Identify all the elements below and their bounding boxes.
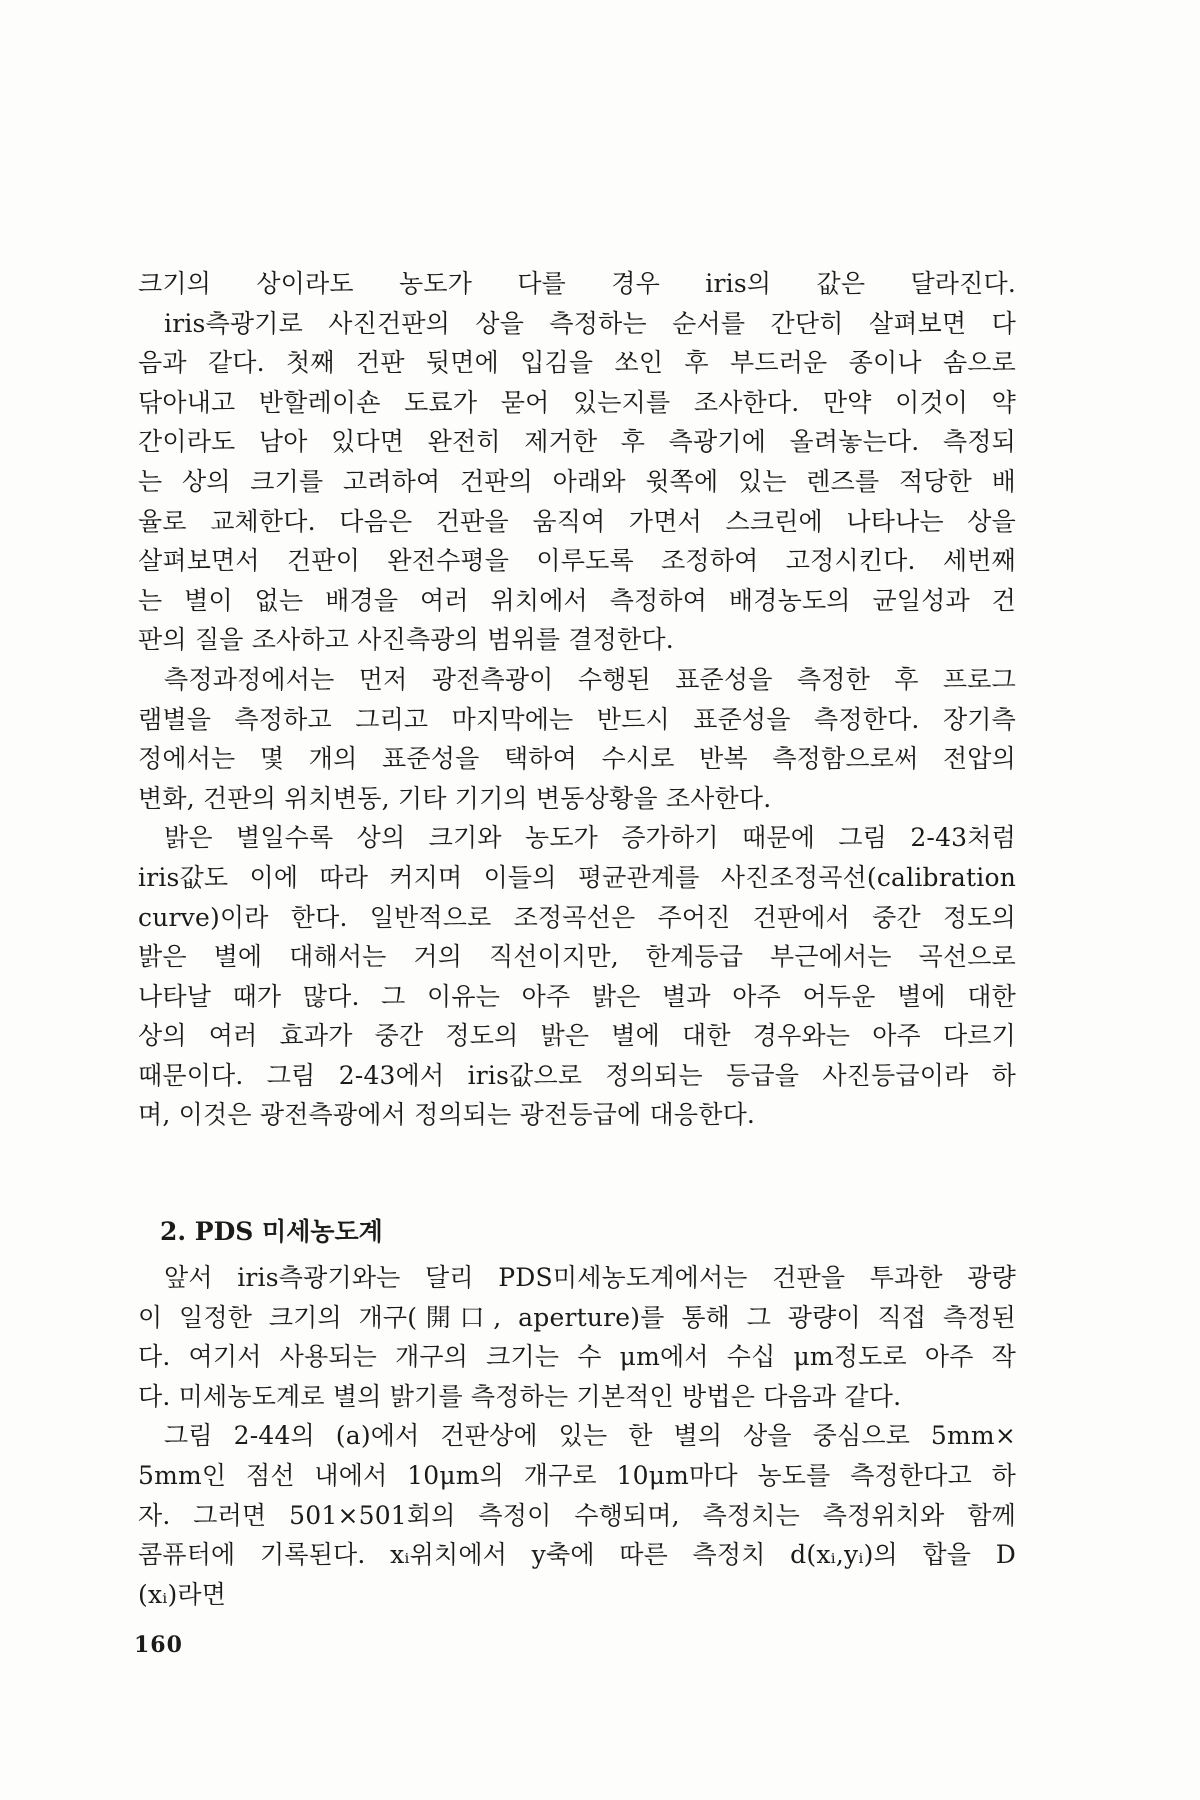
text-line: 는 별이 없는 배경을 여러 위치에서 측정하여 배경농도의 균일성과 건 bbox=[138, 585, 1016, 615]
text-line: 때문이다. 그림 2-43에서 iris값으로 정의되는 등급을 사진등급이라 하 bbox=[138, 1060, 1016, 1090]
text-line: 율로 교체한다. 다음은 건판을 움직여 가면서 스크린에 나타나는 상을 bbox=[138, 506, 1016, 536]
text-line: 살펴보면서 건판이 완전수평을 이루도록 조정하여 고정시킨다. 세번째 bbox=[138, 546, 1016, 576]
paragraph-block-iris-photometry bbox=[138, 264, 1016, 1135]
text-line: 정에서는 몇 개의 표준성을 택하여 수시로 반복 측정함으로써 전압의 bbox=[138, 744, 1016, 774]
text-line: 다. 여기서 사용되는 개구의 크기는 수 μm에서 수십 μm정도로 아주 작 bbox=[138, 1342, 1016, 1372]
text-line: iris측광기로 사진건판의 상을 측정하는 순서를 간단히 살펴보면 다 bbox=[164, 308, 1016, 338]
text-line: 앞서 iris측광기와는 달리 PDS미세농도계에서는 건판을 투과한 광량 bbox=[164, 1263, 1016, 1292]
text-line: 밝은 별일수록 상의 크기와 농도가 증가하기 때문에 그림 2-43처럼 bbox=[164, 823, 1016, 853]
text-line: 콤퓨터에 기록된다. xᵢ위치에서 y축에 따른 측정치 d(xᵢ,yᵢ)의 합을 D bbox=[138, 1540, 1016, 1570]
text-line: (xᵢ)라면 bbox=[138, 1579, 227, 1609]
paragraph-block-pds-microdensitometer bbox=[138, 1258, 1016, 1614]
text-line: 는 상의 크기를 고려하여 건판의 아래와 윗쪽에 있는 렌즈를 적당한 배 bbox=[138, 466, 1016, 496]
text-line: 며, 이것은 광전측광에서 정의되는 광전등급에 대응한다. bbox=[138, 1100, 756, 1130]
text-line: iris값도 이에 따라 커지며 이들의 평균관계를 사진조정곡선(calibration bbox=[138, 862, 1016, 892]
text-line: 밝은 별에 대해서는 거의 직선이지만, 한계등급 부근에서는 곡선으로 bbox=[138, 942, 1016, 972]
text-line: 판의 질을 조사하고 사진측광의 범위를 결정한다. bbox=[138, 625, 674, 655]
text-line: curve)이라 한다. 일반적으로 조정곡선은 주어진 건판에서 중간 정도의 bbox=[138, 902, 1016, 932]
text-line: 측정과정에서는 먼저 광전측광이 수행된 표준성을 측정한 후 프로그 bbox=[164, 664, 1016, 694]
text-line: 자. 그러면 501×501회의 측정이 수행되며, 측정치는 측정위치와 함께 bbox=[138, 1500, 1016, 1530]
text-line: 크기의 상이라도 농도가 다를 경우 iris의 값은 달라진다. bbox=[138, 269, 1016, 298]
text-line: 램별을 측정하고 그리고 마지막에는 반드시 표준성을 측정한다. 장기측 bbox=[138, 704, 1016, 734]
section-heading: 2. PDS 미세농도계 bbox=[160, 1217, 383, 1246]
text-line: 5mm인 점선 내에서 10μm의 개구로 10μm마다 농도를 측정한다고 하 bbox=[138, 1460, 1016, 1490]
text-line: 변화, 건판의 위치변동, 기타 기기의 변동상황을 조사한다. bbox=[138, 783, 772, 813]
text-line: 다. 미세농도계로 별의 밝기를 측정하는 기본적인 방법은 다음과 같다. bbox=[138, 1381, 902, 1411]
text-line: 나타날 때가 많다. 그 이유는 아주 밝은 별과 아주 어두운 별에 대한 bbox=[138, 981, 1016, 1011]
text-line: 그림 2-44의 (a)에서 건판상에 있는 한 별의 상을 중심으로 5mm× bbox=[164, 1421, 1016, 1451]
text-line: 음과 같다. 첫째 건판 뒷면에 입김을 쏘인 후 부드러운 종이나 솜으로 bbox=[138, 348, 1016, 378]
text-line: 닦아내고 반할레이숀 도료가 묻어 있는지를 조사한다. 만약 이것이 약 bbox=[138, 387, 1016, 417]
page-number: 160 bbox=[134, 1632, 183, 1658]
text-line: 상의 여러 효과가 중간 정도의 밝은 별에 대한 경우와는 아주 다르기 bbox=[138, 1021, 1016, 1051]
text-line: 간이라도 남아 있다면 완전히 제거한 후 측광기에 올려놓는다. 측정되 bbox=[138, 427, 1016, 457]
text-line: 이 일정한 크기의 개구(開口, aperture)를 통해 그 광량이 직접 측정된 bbox=[138, 1302, 1016, 1332]
